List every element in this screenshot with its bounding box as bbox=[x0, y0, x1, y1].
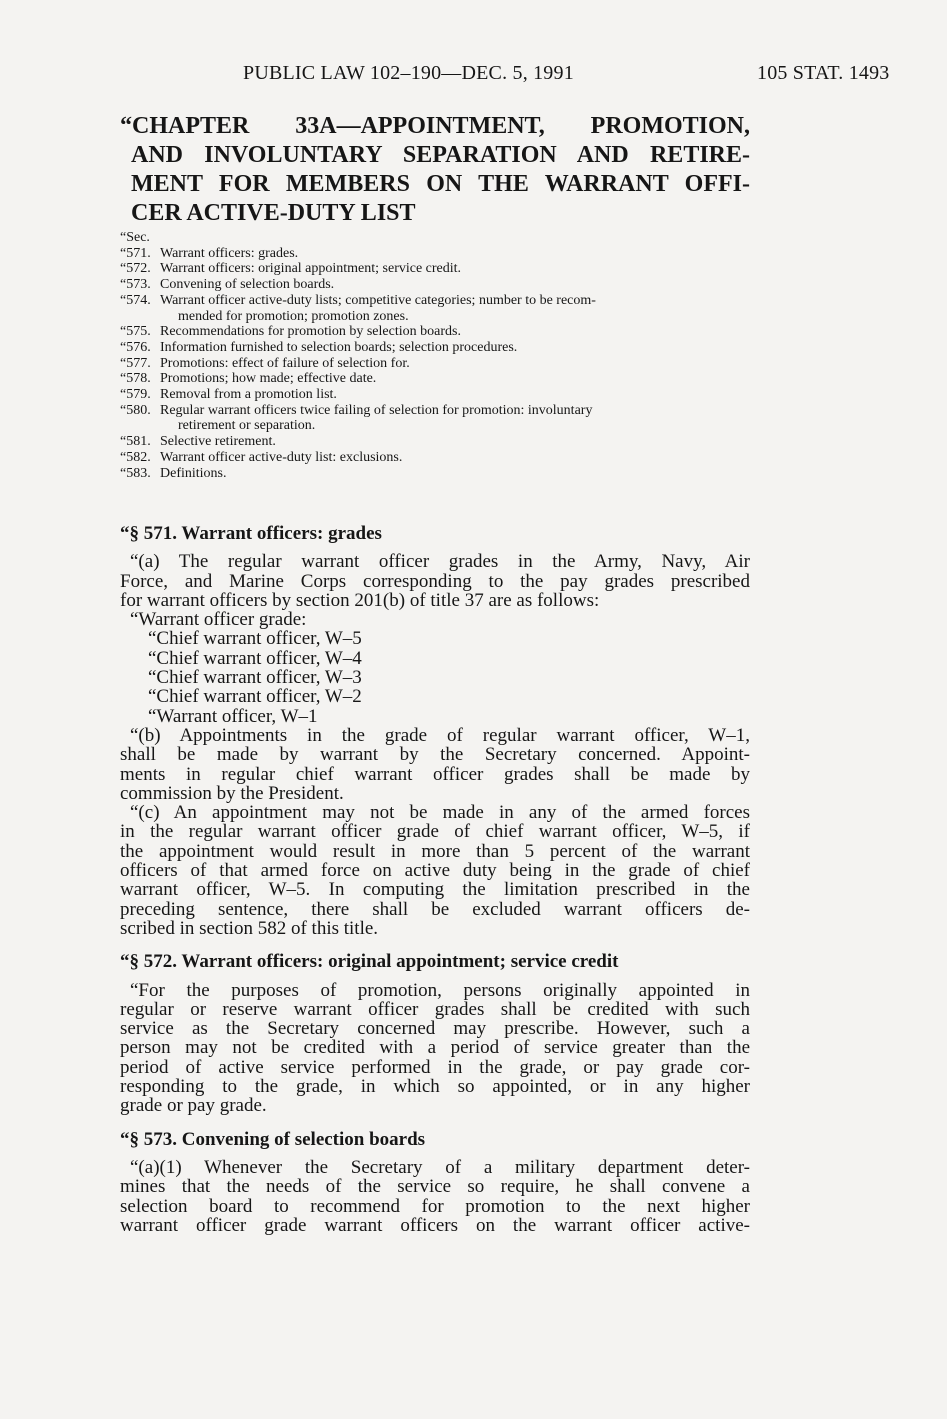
toc-item-text: Warrant officer active-duty list: exclusions. bbox=[160, 449, 403, 465]
toc-item-text: Recommendations for promotion by selection boards. bbox=[160, 324, 461, 340]
paragraph bbox=[120, 726, 750, 803]
paragraph-line: the appointment would result in more than 5 percent of the warrant bbox=[120, 840, 750, 862]
paragraph bbox=[120, 803, 750, 938]
section-table-of-contents bbox=[120, 230, 750, 481]
paragraph-line: scribed in section 582 of this title. bbox=[120, 917, 379, 939]
toc-item-text: Selective retirement. bbox=[160, 434, 276, 450]
toc-item-number: “578. bbox=[120, 371, 151, 387]
paragraph-line: for warrant officers by section 201(b) of title 37 are as follows: bbox=[120, 589, 600, 611]
toc-item-number: “583. bbox=[120, 465, 151, 481]
toc-item-text: Promotions: effect of failure of selection for. bbox=[160, 355, 410, 371]
section-heading: “§ 573. Convening of selection boards bbox=[120, 1128, 426, 1150]
toc-item-number: “574. bbox=[120, 292, 151, 308]
toc-item-number: “577. bbox=[120, 355, 151, 371]
toc-item bbox=[120, 246, 750, 262]
section-heading: “§ 571. Warrant officers: grades bbox=[120, 523, 382, 544]
toc-item bbox=[120, 450, 750, 466]
paragraph-line: Force, and Marine Corps corresponding to the pay grades prescribed bbox=[120, 570, 750, 592]
paragraph-line: shall be made by warrant by the Secretary concerned. Appoint- bbox=[120, 744, 750, 766]
toc-item-number: “576. bbox=[120, 339, 151, 355]
paragraph-line: officers of that armed force on active duty being in the grade of chief bbox=[120, 860, 750, 882]
chapter-title-line: MENT FOR MEMBERS ON THE WARRANT OFFI- bbox=[131, 171, 750, 197]
paragraph bbox=[120, 981, 750, 1116]
paragraph-line: grade or pay grade. bbox=[120, 1095, 267, 1117]
toc-item bbox=[120, 261, 750, 277]
toc-item-text: Promotions; how made; effective date. bbox=[160, 371, 377, 387]
grade-list-item: “Chief warrant officer, W–3 bbox=[148, 667, 362, 689]
paragraph-line: ments in regular chief warrant officer grades shall be made by bbox=[120, 763, 750, 785]
paragraph-line: “(a) The regular warrant officer grades in the Army, Navy, Air bbox=[130, 551, 750, 573]
chapter-title bbox=[120, 112, 750, 228]
toc-item bbox=[120, 277, 750, 293]
toc-item bbox=[120, 466, 750, 482]
paragraph-line: period of active service performed in the grade, or pay grade cor- bbox=[120, 1056, 750, 1078]
toc-item bbox=[120, 434, 750, 450]
paragraph-line: selection board to recommend for promotion to the next higher bbox=[120, 1195, 750, 1217]
grade-list-item: “Chief warrant officer, W–5 bbox=[148, 628, 362, 650]
section-heading: “§ 572. Warrant officers: original appointment; service credit bbox=[120, 951, 619, 973]
toc-item-text: Convening of selection boards. bbox=[160, 277, 335, 293]
running-header-title: PUBLIC LAW 102–190—DEC. 5, 1991 bbox=[243, 62, 574, 84]
toc-item bbox=[120, 403, 750, 419]
chapter-title-line: “CHAPTER 33A—APPOINTMENT, PROMOTION, bbox=[120, 113, 750, 139]
paragraph-line: “(c) An appointment may not be made in any of the armed forces bbox=[130, 802, 750, 824]
toc-item-number: “581. bbox=[120, 434, 151, 450]
toc-item bbox=[120, 387, 750, 403]
paragraph-line: responding to the grade, in which so appointed, or in any higher bbox=[120, 1076, 750, 1098]
paragraph-line: person may not be credited with a period of service greater than the bbox=[120, 1037, 750, 1059]
toc-item-number: “579. bbox=[120, 387, 151, 403]
paragraph-line: service as the Secretary concerned may prescribe. However, such a bbox=[120, 1018, 750, 1040]
toc-item bbox=[120, 371, 750, 387]
toc-item-text: Warrant officers: grades. bbox=[160, 245, 299, 261]
toc-item bbox=[120, 293, 750, 309]
toc-item bbox=[120, 356, 750, 372]
grade-list-item: “Chief warrant officer, W–2 bbox=[148, 686, 362, 708]
toc-item-text: Regular warrant officers twice failing of selection for promotion: involuntary bbox=[160, 402, 593, 418]
toc-item-number: “582. bbox=[120, 449, 151, 465]
grade-list-item: “Warrant officer, W–1 bbox=[148, 705, 318, 727]
toc-item bbox=[120, 340, 750, 356]
toc-item-number: “575. bbox=[120, 324, 151, 340]
paragraph-line: warrant officer, W–5. In computing the limitation prescribed in the bbox=[120, 879, 750, 901]
paragraph-line: regular or reserve warrant officer grades shall be credited with such bbox=[120, 998, 750, 1020]
chapter-title-line: AND INVOLUNTARY SEPARATION AND RETIRE- bbox=[131, 142, 750, 168]
toc-item-continuation: retirement or separation. bbox=[178, 418, 316, 434]
toc-item-text: Warrant officers: original appointment; service credit. bbox=[160, 261, 462, 277]
toc-item-number: “572. bbox=[120, 261, 151, 277]
spacer bbox=[120, 938, 750, 952]
toc-item-text: Information furnished to selection boards; selection procedures. bbox=[160, 339, 518, 355]
chapter-title-line: CER ACTIVE-DUTY LIST bbox=[131, 200, 416, 226]
paragraph-line: commission by the President. bbox=[120, 782, 344, 804]
toc-item-number: “573. bbox=[120, 277, 151, 293]
paragraph-line: warrant officer grade warrant officers on the warrant officer active- bbox=[120, 1214, 750, 1236]
paragraph-line: in the regular warrant officer grade of chief warrant officer, W–5, if bbox=[120, 821, 750, 843]
toc-item bbox=[120, 324, 750, 340]
toc-item-text: Definitions. bbox=[160, 465, 227, 481]
grade-list-item: “Warrant officer grade: bbox=[130, 609, 307, 631]
paragraph bbox=[120, 1158, 750, 1235]
paragraph-line: mines that the needs of the service so require, he shall convene a bbox=[120, 1176, 750, 1198]
grade-list-item: “Chief warrant officer, W–4 bbox=[148, 647, 362, 669]
paragraph bbox=[120, 552, 750, 610]
paragraph-line: “(b) Appointments in the grade of regular warrant officer, W–1, bbox=[130, 724, 750, 746]
spacer bbox=[120, 1116, 750, 1130]
toc-item-continuation: mended for promotion; promotion zones. bbox=[178, 308, 409, 324]
paragraph-line: “(a)(1) Whenever the Secretary of a military department deter- bbox=[130, 1156, 750, 1178]
paragraph-line: preceding sentence, there shall be excluded warrant officers de- bbox=[120, 898, 750, 920]
toc-item-text: Warrant officer active-duty lists; competitive categories; number to be recom- bbox=[160, 292, 596, 308]
page-reference: 105 STAT. 1493 bbox=[757, 62, 890, 84]
document-body bbox=[120, 524, 750, 1235]
toc-item-text: Removal from a promotion list. bbox=[160, 387, 337, 403]
paragraph-line: “For the purposes of promotion, persons originally appointed in bbox=[130, 979, 750, 1001]
toc-item-number: “580. bbox=[120, 402, 151, 418]
toc-heading: “Sec. bbox=[120, 230, 150, 245]
toc-item-number: “571. bbox=[120, 245, 151, 261]
